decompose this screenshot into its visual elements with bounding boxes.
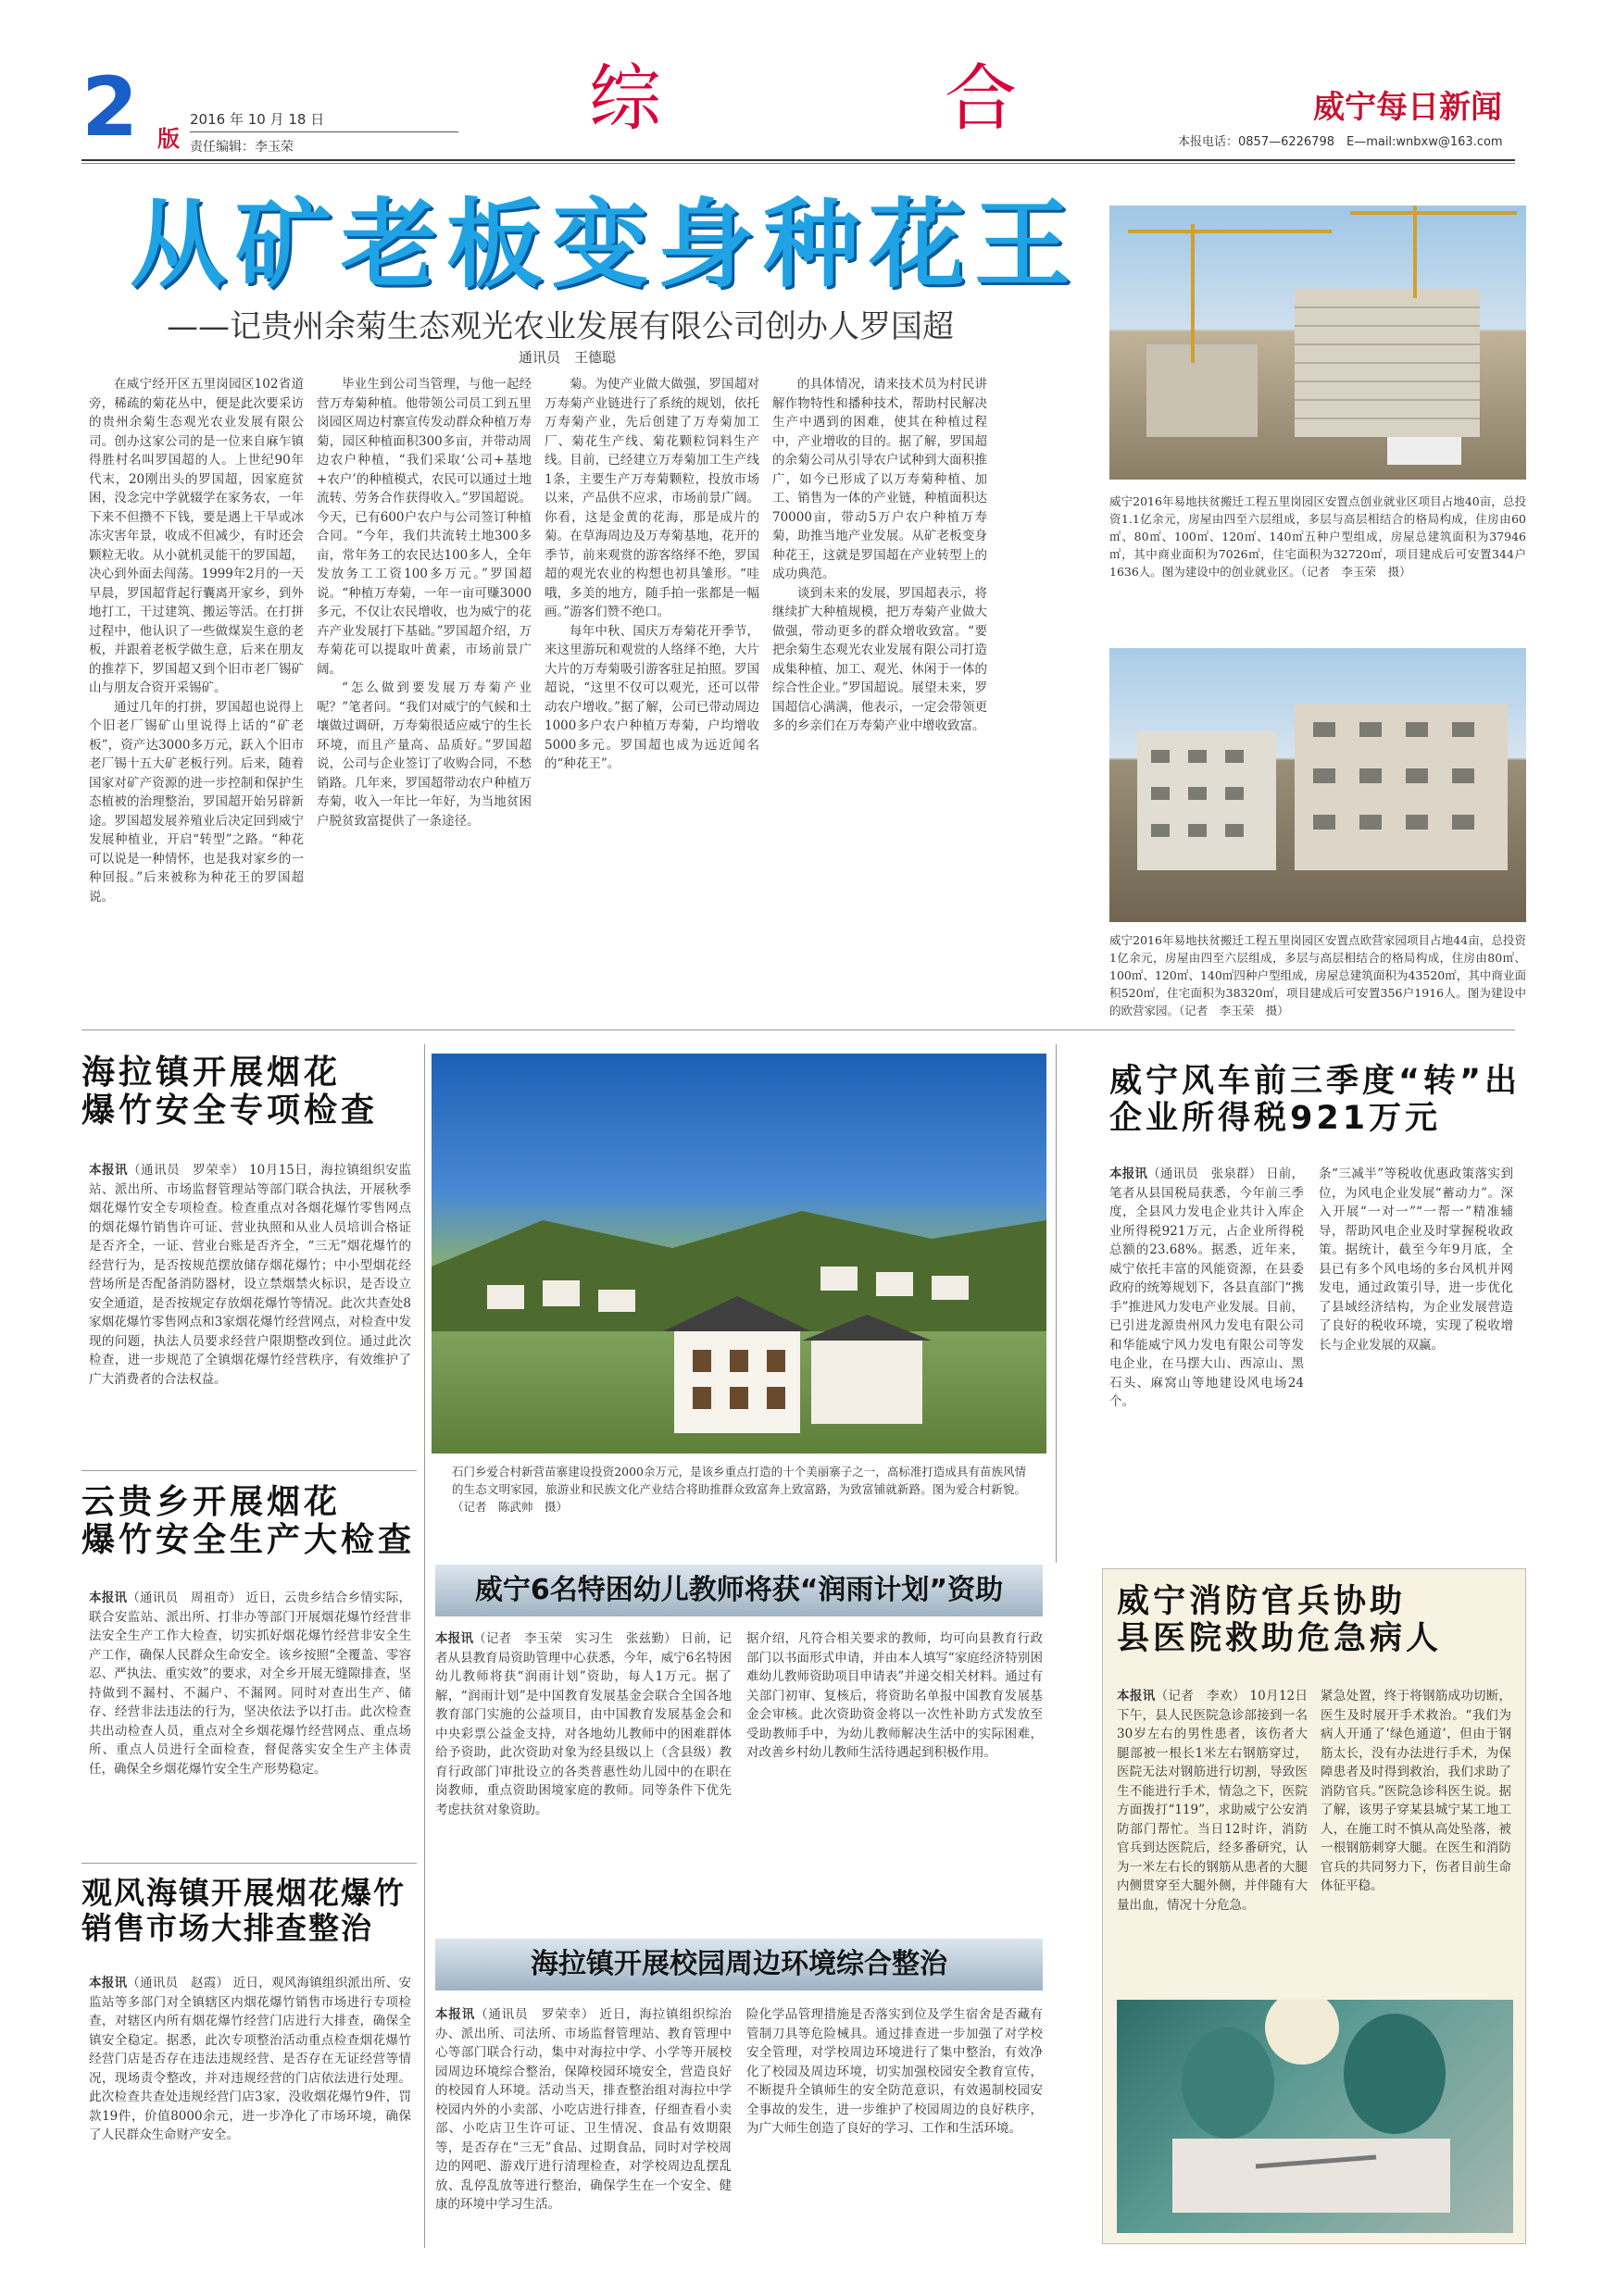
article-6-text: 条“三减半”等税收优惠政策落实到位，为风电企业发展“蓄动力”。深入开展“一对一”“一帮一”精准辅导，帮助风电企业及时掌握税收政策。据统计，截至今年9月底，全县已有多个风电场的多台风机并网发电，通过政策引导，进一步优化了县域经济结构，为企业发展营造了良好的税收环境，实现了税收增长与企业发展的双赢。 (1319, 1167, 1513, 1353)
village-photo (432, 1054, 1046, 1454)
article-6-byline: （通讯员 张泉群） (1147, 1167, 1262, 1181)
lead-column-3 (545, 375, 759, 1012)
header-rule-thin (81, 163, 1515, 164)
article-7-headline-line-2: 县医院救助危急病人 (1117, 1620, 1443, 1658)
construction-photo-1 (1109, 206, 1526, 480)
article-6-headline-line-2: 企业所得税921万元 (1109, 1100, 1442, 1138)
article-5-headline: 海拉镇开展校园周边环境综合整治 (435, 1939, 1043, 1990)
article-7-column-2 (1321, 1687, 1511, 1990)
article-5-column-1 (435, 2005, 732, 2242)
article-7-headline-line-1: 威宁消防官兵协助 (1117, 1583, 1407, 1620)
article-7-byline: （记者 李欢） (1155, 1689, 1246, 1703)
article-3-lead-label: 本报讯 (89, 1976, 128, 1990)
page-editor: 责任编辑：李玉荣 (190, 140, 294, 155)
article-7-column-1 (1117, 1687, 1308, 1990)
article-6-headline-line-1: 威宁风车前三季度“转”出 (1109, 1063, 1522, 1100)
header-divider (190, 131, 458, 132)
column-divider (1056, 1044, 1057, 1563)
article-6-column-2 (1319, 1165, 1513, 1563)
article-7-headline (1117, 1583, 1515, 1658)
article-2-headline-line-2: 爆竹安全生产大检查 (81, 1521, 416, 1560)
article-5-column-2 (746, 2005, 1043, 2242)
article-5-lead-label: 本报讯 (435, 2007, 476, 2022)
lead-paragraph: 通过几年的打拼，罗国超也说得上个旧老厂锡矿山里说得上话的“矿老板”，资产达3000多万元，跃入个旧市老厂锡十五大矿老板行列。后来，随着国家对矿产资源的进一步控制和保护生态植被的治理整治，罗国超开始另辟新途。罗国超发展养殖业后决定回到威宁发展种植业，开启“转型”之路。“种花可以说是一种情怀，也是我对家乡的一种回报。”后来被称为种花王的罗国超说。 (89, 699, 304, 905)
article-6-headline (1109, 1063, 1526, 1138)
village-photo-image (432, 1054, 1046, 1454)
article-3-byline: （通讯员 赵霞） (127, 1976, 230, 1990)
lead-subheadline: ——记贵州余菊生态观光农业发展有限公司创办人罗国超 (167, 308, 954, 345)
article-6-text: 日前，笔者从县国税局获悉，今年前三季度，全县风力发电企业共计入库企业所得税921万元，占企业所得税总额的23.68%。据悉，近年来，威宁依托丰富的风能资源，在县委政府的统筹规划下，各县直部门“携手”推进风力发电产业发展。目前，已引进龙源贵州风力发电有限公司和华能威宁风力发电有限公司等发电企业，在马摆大山、西凉山、黑石头、麻窝山等地建设风电场24个。 (1109, 1167, 1304, 1409)
article-divider (81, 1863, 417, 1864)
article-1-headline-line-1: 海拉镇开展烟花 (81, 1054, 342, 1092)
article-4-column-2 (746, 1629, 1043, 1924)
section-title-char-2: 合 (945, 57, 1018, 141)
page-number: 2 (81, 59, 139, 155)
article-3-headline (81, 1876, 433, 1946)
article-4-text: 日前，记者从县教育局资助管理中心获悉，今年，威宁6名特困幼儿教师将获“润雨计划”资助，每人1万元。据了解，“润雨计划”是中国教育发展基金会联合全国各地教育部门实施的公益项目，由中国教育发展基金会和中央彩票公益金支持，对各地幼儿教师中的困难群体给予资助，此次资助对象为经县级以上（含县级）教育行政部门审批设立的各类普惠性幼儿园中的在职在岗教师，重点资助困境家庭的教师。同等条件下优先考虑扶贫对象资助。 (435, 1631, 732, 1817)
article-divider (81, 1470, 417, 1471)
article-3-headline-line-2: 销售市场大排查整治 (81, 1909, 373, 1946)
construction-photo-1-image (1109, 206, 1526, 480)
lead-paragraph: 每年中秋、国庆万寿菊花开季节，来这里游玩和观赏的人络绎不绝，大片大片的万寿菊吸引游客驻足拍照。罗国超说，“这里不仅可以观光，还可以带动农户增收。”据了解，公司已带动周边1000多户农户种植万寿菊，户均增收5000多元。罗国超也成为远近闻名的“种花王”。 (545, 623, 759, 771)
article-4-byline: （记者 李玉荣 实习生 张兹勤） (473, 1631, 677, 1646)
village-photo-caption: 石门乡爱合村新营苗寨建设投资2000余万元，是该乡重点打造的十个美丽寨子之一，高标准打造成具有苗族风情的生态文明家园，旅游业和民族文化产业结合将助推群众致富奔上致富路，为致富铺就新路。图为爱合村新貌。（记者 陈武帅 摄） (452, 1465, 1026, 1514)
article-1-text: 10月15日，海拉镇组织安监站、派出所、市场监督管理站等部门联合执法，开展秋季烟花爆竹安全专项检查。检查重点对各烟花爆竹零售网点的烟花爆竹销售许可证、营业执照和从业人员培训合格证是否齐全，一证、营业台账是否齐全，“三无”烟花爆竹的经营行为，是否按规范摆放储存烟花爆竹；中小型烟花经营场所是否配备消防器材，设立禁烟禁火标识，是否设立安全通道，是否按规定存放烟花爆竹等情况。此次共查处8家烟花爆竹零售网点和3家烟花爆竹经营网点，对检查中发现的问题，执法人员要求经营户限期整改到位。通过此次检查，进一步规范了全镇烟花爆竹经营秩序，有效维护了广大消费者的合法权益。 (89, 1163, 411, 1387)
page-ban-label: 版 (157, 126, 180, 152)
article-6-lead-label: 本报讯 (1109, 1167, 1148, 1181)
rescue-photo (1117, 2000, 1513, 2233)
lead-paragraph: 毕业生到公司当管理，与他一起经营万寿菊种植。他带领公司员工到五里岗园区周边村寨宣传发动群众种植万寿菊，园区种植面积300多亩，并带动周边农户种植，“我们采取‘公司+基地+农户’的种植模式，农民可以通过土地流转、劳务合作获得收入。”罗国超说。今天，已有600户农户与公司签订种植合同。“今年，我们共流转土地300多亩，常年务工的农民达100多人，全年发放务工工资100多万元。”罗国超说。“种植万寿菊，一年一亩可赚3000多元，不仅让农民增收，也为威宁的花卉产业发展打下基础。”罗国超介绍，万寿菊花可以提取叶黄素，市场前景广阔。 (317, 377, 532, 677)
section-title-char-1: 综 (589, 57, 662, 141)
article-3-headline-line-1: 观风海镇开展烟花爆竹 (81, 1875, 406, 1911)
lead-column-2 (317, 375, 532, 1012)
article-7-text: 10月12日下午，县人民医院急诊部接到一名30岁左右的男性患者，该伤者大腿部被一根长1米左右钢筋穿过，医院无法对钢筋进行切割，导致医生不能进行手术，情急之下，医院方面拨打“119”，求助威宁公安消防部门帮忙。当日12时许，消防官兵到达医院后，经多番研究，认为一米左右长的钢筋从患者的大腿内侧贯穿至大腿外侧，并伴随有大量出血，情况十分危急。 (1117, 1689, 1308, 1913)
issue-date: 2016 年 10 月 18 日 (190, 111, 325, 128)
lead-paragraph: “怎么做到要发展万寿菊产业呢？”笔者问。“我们对威宁的气候和土壤做过调研，万寿菊很适应威宁的生长环境，而且产量高、品质好。”罗国超说，公司与企业签订了收购合同，不愁销路。几年来，罗国超带动农户种植万寿菊，收入一年比一年好，为当地贫困户脱贫致富提供了一条途径。 (317, 680, 532, 829)
article-7-text: 紧急处置，终于将钢筋成功切断，医生及时展开手术救治。“我们为病人开通了‘绿色通道’，但由于钢筋太长，没有办法进行手术，为保障患者及时得到救治，我们求助了消防官兵。”医院急诊科医生说。据了解，该男子穿某县城宁某工地工人，在施工时不慎从高处坠落，被一根钢筋刺穿大腿。在医生和消防官兵的共同努力下，伤者目前生命体征平稳。 (1321, 1689, 1511, 1893)
lead-column-4 (772, 375, 987, 1012)
article-4-text: 据介绍，凡符合相关要求的教师，均可向县教育行政部门以书面形式申请，并由本人填写“家庭经济特别困难幼儿教师资助项目申请表”并递交相关材料。通过有关部门初审、复核后，将资助名单报中国教育发展基金会审核。此次资助资金将以一次性补助方式发放至受助教师手中，为幼儿教师解决生活中的实际困难，对改善乡村幼儿教师生活待遇起到积极作用。 (746, 1631, 1043, 1760)
article-2-lead-label: 本报讯 (89, 1591, 128, 1605)
article-1-headline (81, 1054, 433, 1130)
article-4-column-1 (435, 1629, 732, 1924)
construction-photo-2-image (1109, 648, 1526, 922)
construction-photo-2 (1109, 648, 1526, 922)
article-7-lead-label: 本报讯 (1117, 1689, 1156, 1703)
lead-byline: 通讯员 王德聪 (519, 349, 617, 366)
construction-photo-2-caption: 威宁2016年易地扶贫搬迁工程五里岗园区安置点欧营家园项目占地44亩，总投资1亿余元，房屋由四至六层组成，多层与高层相结合的格局构成，住房由80㎡、100㎡、120㎡、140㎡四种户型组成，房屋总建筑面积为43520㎡，其中商业面积520㎡，住宅面积为38320㎡，项目建成后可安置356户1916人。图为建设中的欧营家园。（记者 李玉荣 摄） (1109, 933, 1526, 1017)
article-2-headline-line-1: 云贵乡开展烟花 (81, 1483, 342, 1521)
article-1-byline: （通讯员 罗荣幸） (128, 1163, 245, 1178)
lead-column-1 (89, 375, 304, 1012)
lead-headline: 从矿老板变身种花王 (130, 188, 1081, 301)
lead-paragraph: 谈到未来的发展，罗国超表示，将继续扩大种植规模，把万寿菊产业做大做强，带动更多的群众增收致富。“要把余菊生态观光农业发展有限公司打造成集种植、加工、观光、休闲于一体的综合性企业。”罗国超说。展望未来，罗国超信心满满，他表示，一定会带领更多的乡亲们在万寿菊产业中增收致富。 (772, 585, 987, 733)
article-2-byline: （通讯员 周祖奇） (127, 1591, 242, 1605)
article-1-lead-label: 本报讯 (89, 1163, 129, 1178)
construction-photo-1-caption: 威宁2016年易地扶贫搬迁工程五里岗园区安置点创业就业区项目占地40亩，总投资1.1亿余元，房屋由四至六层组成，多层与高层相结合的格局构成，住房由60㎡、80㎡、100㎡、120㎡、140㎡五种户型组成，房屋总建筑面积为37946㎡，其中商业面积为7026㎡，住宅面积为32720㎡，项目建成后可安置344户1636人。图为建设中的创业就业区。（记者 李玉荣 摄） (1109, 494, 1526, 579)
article-5-text: 险化学品管理措施是否落实到位及学生宿舍是否藏有管制刀具等危险械具。通过排查进一步加强了对学校安全管理，对学校周边环境进行了集中整治，有效净化了校园及周边环境，切实加强校园安全教育宣传，不断提升全镇师生的安全防范意识，有效遏制校园安全事故的发生，进一步维护了校园周边的良好秩序，为广大师生创造了良好的学习、工作和生活环境。 (746, 2007, 1043, 2136)
lead-paragraph: 的具体情况，请来技术员为村民讲解作物特性和播种技术，帮助村民解决生产中遇到的困难，使其在种植过程中，产业增收的目的。据了解，罗国超的余菊公司从引导农户试种到大面积推广，如今已形成了以万寿菊种植、加工、销售为一体的产业链，种植面积达70000亩，带动5万户农户种植万寿菊，助推当地产业发展。从矿老板变身种花王，这就是罗国超在产业转型上的成功典范。 (772, 377, 987, 581)
article-5-text: 近日，海拉镇组织综治办、派出所、司法所、市场监督管理站、教育管理中心等部门联合行动，集中对海拉中学、小学等开展校园周边环境综合整治，保障校园环境安全，营造良好的校园育人环境。活动当天，排查整治组对海拉中学校园内外的小卖部、小吃店进行排查，仔细查看小卖部、小吃店卫生许可证、卫生情况、食品有效期限等，是否存在“三无”食品、过期食品，同时对学校周边的网吧、游戏厅进行清理检查，对学校周边乱摆乱放、乱停乱放等进行整治，确保学生在一个安全、健康的环境中学习生活。 (435, 2007, 732, 2212)
column-divider (424, 1044, 425, 2248)
article-6-column-1 (1109, 1165, 1304, 1563)
rescue-photo-image (1117, 2000, 1513, 2233)
article-1-body (89, 1161, 411, 1457)
article-5-byline: （通讯员 罗荣幸） (475, 2007, 595, 2022)
article-3-body (89, 1974, 411, 2242)
newspaper-masthead: 威宁每日新闻 (1313, 89, 1502, 126)
article-3-text: 近日，观风海镇组织派出所、安监站等多部门对全镇辖区内烟花爆竹销售市场进行专项检查，对辖区内所有烟花爆竹经营门店进行大排查，确保全镇安全稳定。据悉，此次专项整治活动重点检查烟花爆竹经营门店是否存在违法违规经营、是否存在无证经营等情况，现场责令整改，并对违规经营的门店依法进行处理。此次检查共查处违规经营门店3家，没收烟花爆竹9件，罚款19件，价值8000余元，进一步净化了市场环境，确保了人民群众生命财产安全。 (89, 1976, 411, 2142)
lead-paragraph: 在威宁经开区五里岗园区102省道旁，稀疏的菊花丛中，便是此次要采访的贵州余菊生态观光农业发展有限公司。创办这家公司的是一位来自麻乍镇得胜村名叫罗国超的人。上世纪90年代末，20刚出头的罗国超，因家庭贫困，没念完中学就辍学在家务农，一年下来不但攒不下钱，要是遇上干旱或冰冻灾害年景，收成不但减少，有时还会颗粒无收。从小就机灵能干的罗国超，决心到外面去闯荡。1999年2月的一天早晨，罗国超背起行囊离开家乡，到外地打工，干过建筑、搬运等活。在打拼过程中，他认识了一些做煤炭生意的老板，并跟着老板学做生意，后来在朋友的推荐下，罗国超又到个旧市老厂锡矿山与朋友合资开采锡矿。 (89, 377, 304, 695)
lead-paragraph: 菊。为使产业做大做强，罗国超对万寿菊产业链进行了系统的规划，依托万寿菊产业，先后创建了万寿菊加工厂、菊花生产线、菊花颗粒饲料生产线。目前，已经建立万寿菊加工生产线1条，主要生产万寿菊颗粒，投放市场以来，产品供不应求，市场前景广阔。你看，这是金黄的花海，那是成片的菊。在草海周边及万寿菊基地，花开的季节，前来观赏的游客络绎不绝，罗国超的观光农业的构想也初具雏形。“哇哦，多美的地方，随手拍一张都是一幅画。”游客们赞不绝口。 (545, 377, 759, 619)
article-2-text: 近日，云贵乡结合乡情实际，联合安监站、派出所、打非办等部门开展烟花爆竹经营非法安全生产工作大检查，切实抓好烟花爆竹经营非安全生产工作，确保人民群众生命安全。该乡按照“全覆盖、零容忍、严执法、重实效”的要求，对全乡开展无缝隙排查，坚持做到不漏村、不漏户、不漏网。同时对查出生产、储存、经营非法违法的行为，坚决依法予以打击。此次检查共出动检查人员，重点对全乡烟花爆竹经营网点、重点场所、重点人员进行全面检查，督促落实安全生产主体责任，确保全乡烟花爆竹安全生产形势稳定。 (89, 1591, 411, 1777)
section-divider (81, 1029, 1515, 1030)
contact-line: 本报电话：0857—6226798 E—mail:wnbxw@163.com (1178, 135, 1503, 149)
article-2-headline (81, 1483, 424, 1560)
article-4-lead-label: 本报讯 (435, 1631, 474, 1646)
article-2-body (89, 1589, 411, 1846)
article-1-headline-line-2: 爆竹安全专项检查 (81, 1092, 379, 1130)
article-4-headline: 威宁6名特困幼儿教师将获“润雨计划”资助 (435, 1565, 1043, 1616)
header-rule (81, 159, 1515, 161)
